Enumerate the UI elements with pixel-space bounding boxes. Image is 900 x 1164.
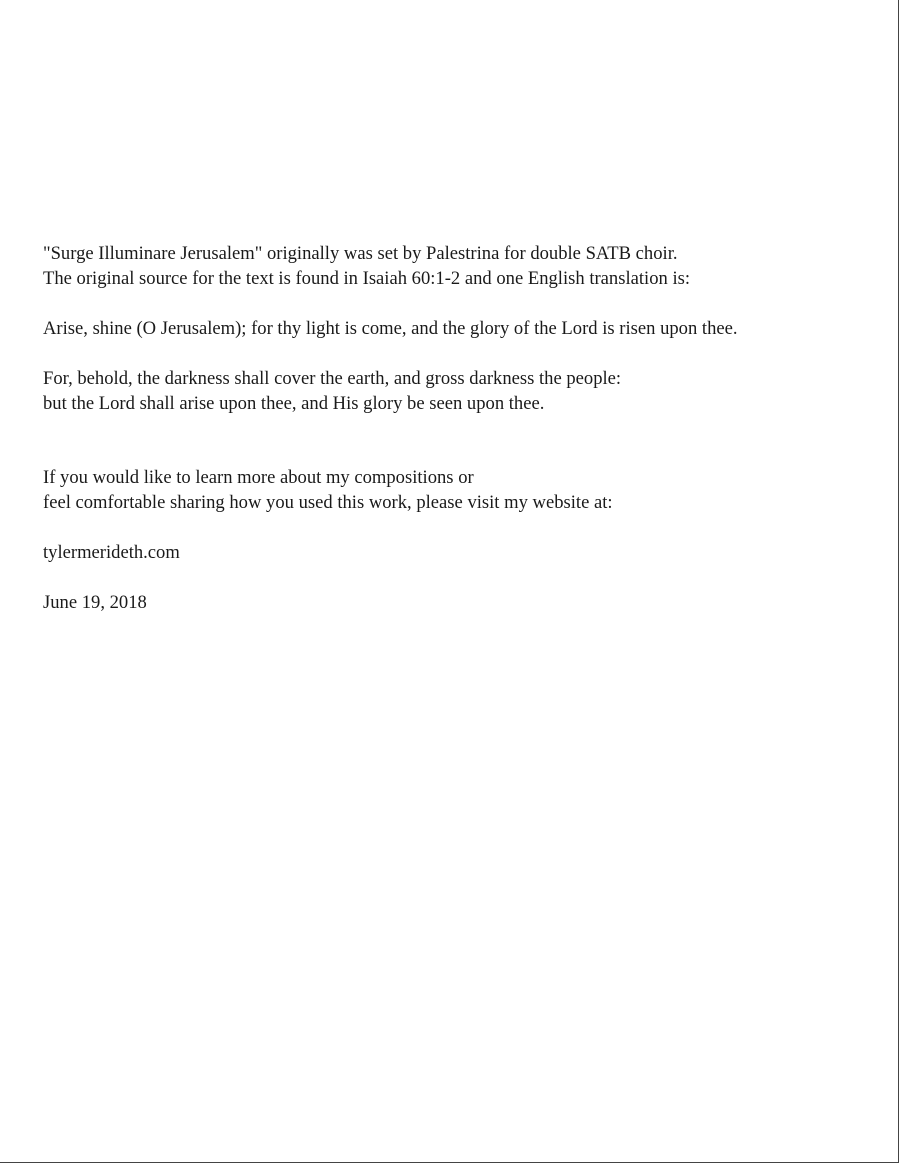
intro-line-2: The original source for the text is found in Isaiah 60:1-2 and one English translation is:	[43, 268, 691, 289]
intro-paragraph	[43, 241, 893, 291]
website-text: tylermerideth.com	[43, 542, 180, 563]
contact-line-1: If you would like to learn more about my compositions or	[43, 467, 474, 488]
verse-2-paragraph	[43, 366, 893, 416]
website-paragraph	[43, 540, 893, 565]
document-body	[43, 241, 893, 615]
date-paragraph	[43, 590, 893, 615]
verse-1-paragraph	[43, 316, 893, 341]
verse-1-line: Arise, shine (O Jerusalem); for thy light is come, and the glory of the Lord is risen upon thee.	[43, 318, 738, 339]
intro-line-1: "Surge Illuminare Jerusalem" originally was set by Palestrina for double SATB choir.	[43, 243, 678, 264]
verse-2-line-1: For, behold, the darkness shall cover the earth, and gross darkness the people:	[43, 368, 622, 389]
verse-2-line-2: but the Lord shall arise upon thee, and His glory be seen upon thee.	[43, 393, 545, 414]
contact-line-2: feel comfortable sharing how you used this work, please visit my website at:	[43, 492, 613, 513]
date-text: June 19, 2018	[43, 592, 147, 613]
contact-paragraph	[43, 465, 893, 515]
